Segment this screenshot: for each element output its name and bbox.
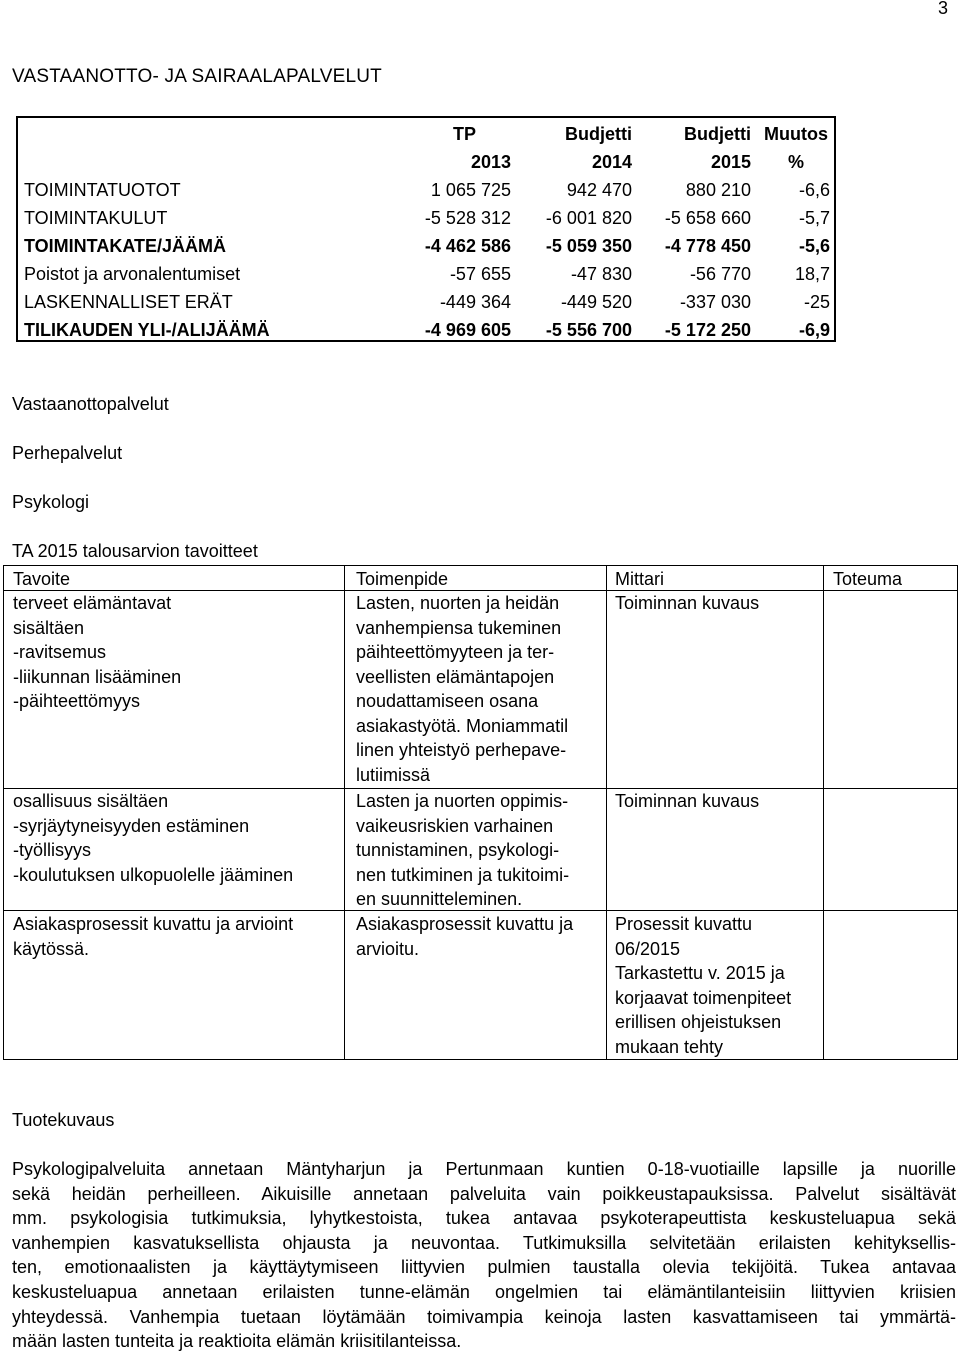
goals-table [3, 565, 958, 1060]
finance-table [16, 116, 836, 342]
cell-b2014: 942 470 [566, 180, 632, 200]
header-mittari: Mittari [615, 569, 664, 589]
cell-b2015: -337 030 [679, 292, 751, 312]
header-percent: % [787, 152, 804, 172]
header-budjetti-2015: Budjetti [684, 124, 751, 144]
header-tavoite: Tavoite [13, 569, 71, 589]
goal-toimenpide: Lasten ja nuorten oppimis- vaikeusriskien varhainen tunnistaminen, psykologi- nen tutkiminen ja tukitoimi- en suunnitteleminen. [356, 791, 570, 909]
row-label: Poistot ja arvonalentumiset [24, 264, 241, 284]
goal-mittari: Prosessit kuvattu 06/2015 Tarkastettu v. 2015 ja korjaavat toimenpiteet erillisen ohjeistuksen mukaan tehty [615, 914, 792, 1057]
goal-mittari: Toiminnan kuvaus [615, 593, 760, 613]
goal-toteuma [833, 591, 953, 788]
cell-muutos: 18,7 [794, 264, 830, 284]
header-muutos: Muutos [764, 124, 828, 144]
finance-header-row-2 [18, 148, 834, 176]
cell-b2014: -5 556 700 [545, 320, 632, 340]
cell-b2015: 880 210 [685, 180, 751, 200]
section-tuotekuvaus: Tuotekuvaus [12, 1110, 115, 1130]
header-toimenpide: Toimenpide [356, 569, 449, 589]
cell-b2014: -5 059 350 [545, 236, 632, 256]
header-tp: TP [452, 124, 476, 144]
goal-tavoite: osallisuus sisältäen -syrjäytyneisyyden estäminen -työllisyys -koulutuksen ulkopuolelle jääminen [13, 791, 294, 885]
paragraph-line: yhteydessä. Vanhempia tuetaan löytämään toimivampia keinoja lasten kasvattamiseen tai ymmärtä- [12, 1306, 956, 1327]
row-label: TOIMINTAKULUT [24, 208, 168, 228]
cell-tp2013: -57 655 [449, 264, 511, 284]
row-label: TOIMINTAKATE/JÄÄMÄ [24, 236, 226, 256]
column-divider [823, 566, 824, 1059]
page-title: VASTAANOTTO- JA SAIRAALAPALVELUT [12, 66, 382, 87]
cell-b2014: -6 001 820 [545, 208, 632, 228]
goal-tavoite: Asiakasprosessit kuvattu ja arvioint käytössä. [13, 914, 294, 959]
finance-row [18, 260, 834, 288]
row-label: LASKENNALLISET ERÄT [24, 292, 233, 312]
page-number: 3 [937, 0, 948, 18]
header-2015: 2015 [710, 152, 751, 172]
paragraph-line: mm. psykologisia tutkimuksia, lyhytkestoista, tukea antavaa psykoterapeuttista keskusteluapua sekä [12, 1208, 956, 1229]
finance-row [18, 204, 834, 232]
column-divider [606, 566, 607, 1059]
goal-toteuma [833, 789, 953, 910]
finance-row [18, 232, 834, 260]
section-psykologi: Psykologi [12, 492, 90, 512]
row-label: TOIMINTATUOTOT [24, 180, 181, 200]
header-2014: 2014 [591, 152, 632, 172]
tuotekuvaus-paragraph [12, 1157, 956, 1354]
cell-tp2013: -4 462 586 [424, 236, 511, 256]
header-2013: 2013 [470, 152, 511, 172]
goal-toimenpide: Lasten, nuorten ja heidän vanhempiensa tukeminen päihteettömyyteen ja ter- veellisten elämäntapojen noudattamiseen osana asiakastyötä. Moniammatil linen yhteistyö perhepave- lutiimissä [356, 593, 569, 785]
paragraph-line: sekä heidän perheilleen. Aikuisille annetaan palveluita vain poikkeustapauksissa. Palvelut sisältävät [12, 1183, 956, 1204]
cell-b2014: -449 520 [560, 292, 632, 312]
cell-tp2013: -449 364 [439, 292, 511, 312]
section-ta-goals: TA 2015 talousarvion tavoitteet [12, 541, 258, 561]
goal-toimenpide: Asiakasprosessit kuvattu ja arvioitu. [356, 914, 574, 959]
row-divider [4, 910, 957, 911]
paragraph-line: Psykologipalveluita annetaan Mäntyharjun ja Pertunmaan kuntien 0-18-vuotiaille lapsille ja nuorille [12, 1159, 956, 1179]
finance-row [18, 176, 834, 204]
finance-row [18, 316, 834, 344]
paragraph-line: vanhempien kasvatuksellista ohjausta ja neuvontaa. Tutkimuksilla selvitetään erilaisten kehityksellis- [12, 1232, 956, 1253]
cell-muutos: -5,7 [798, 208, 830, 228]
cell-muutos: -5,6 [798, 236, 830, 256]
paragraph-line: ten, emotionaalisten ja käyttäytymiseen liittyvien pulmien taustalla olevia tekijöitä. Tukea antavaa [12, 1257, 956, 1278]
goal-mittari: Toiminnan kuvaus [615, 791, 760, 811]
paragraph-line: mään lasten tunteita ja reaktioita elämän kriisitilanteissa. [12, 1331, 462, 1352]
paragraph-line: keskusteluapua annetaan erilaisten tunne-elämän ongelmien tai elämäntilanteisiin liittyvien kriisien [12, 1281, 956, 1302]
goal-tavoite: terveet elämäntavat sisältäen -ravitsemus -liikunnan lisääminen -päihteettömyys [13, 593, 182, 711]
section-perhepalvelut: Perhepalvelut [12, 443, 123, 463]
goal-toteuma [833, 912, 953, 1058]
cell-muutos: -25 [803, 292, 830, 312]
cell-b2014: -47 830 [570, 264, 632, 284]
row-label: TILIKAUDEN YLI-/ALIJÄÄMÄ [24, 320, 270, 340]
cell-muutos: -6,6 [798, 180, 830, 200]
section-vastaanottopalvelut: Vastaanottopalvelut [12, 394, 169, 414]
cell-b2015: -4 778 450 [664, 236, 751, 256]
cell-tp2013: 1 065 725 [430, 180, 511, 200]
cell-muutos: -6,9 [798, 320, 830, 340]
header-budjetti-2014: Budjetti [565, 124, 632, 144]
cell-b2015: -5 658 660 [664, 208, 751, 228]
cell-tp2013: -5 528 312 [424, 208, 511, 228]
header-toteuma: Toteuma [833, 569, 903, 589]
cell-b2015: -56 770 [689, 264, 751, 284]
cell-b2015: -5 172 250 [664, 320, 751, 340]
finance-header-row-1 [18, 120, 834, 148]
cell-tp2013: -4 969 605 [424, 320, 511, 340]
finance-row [18, 288, 834, 316]
